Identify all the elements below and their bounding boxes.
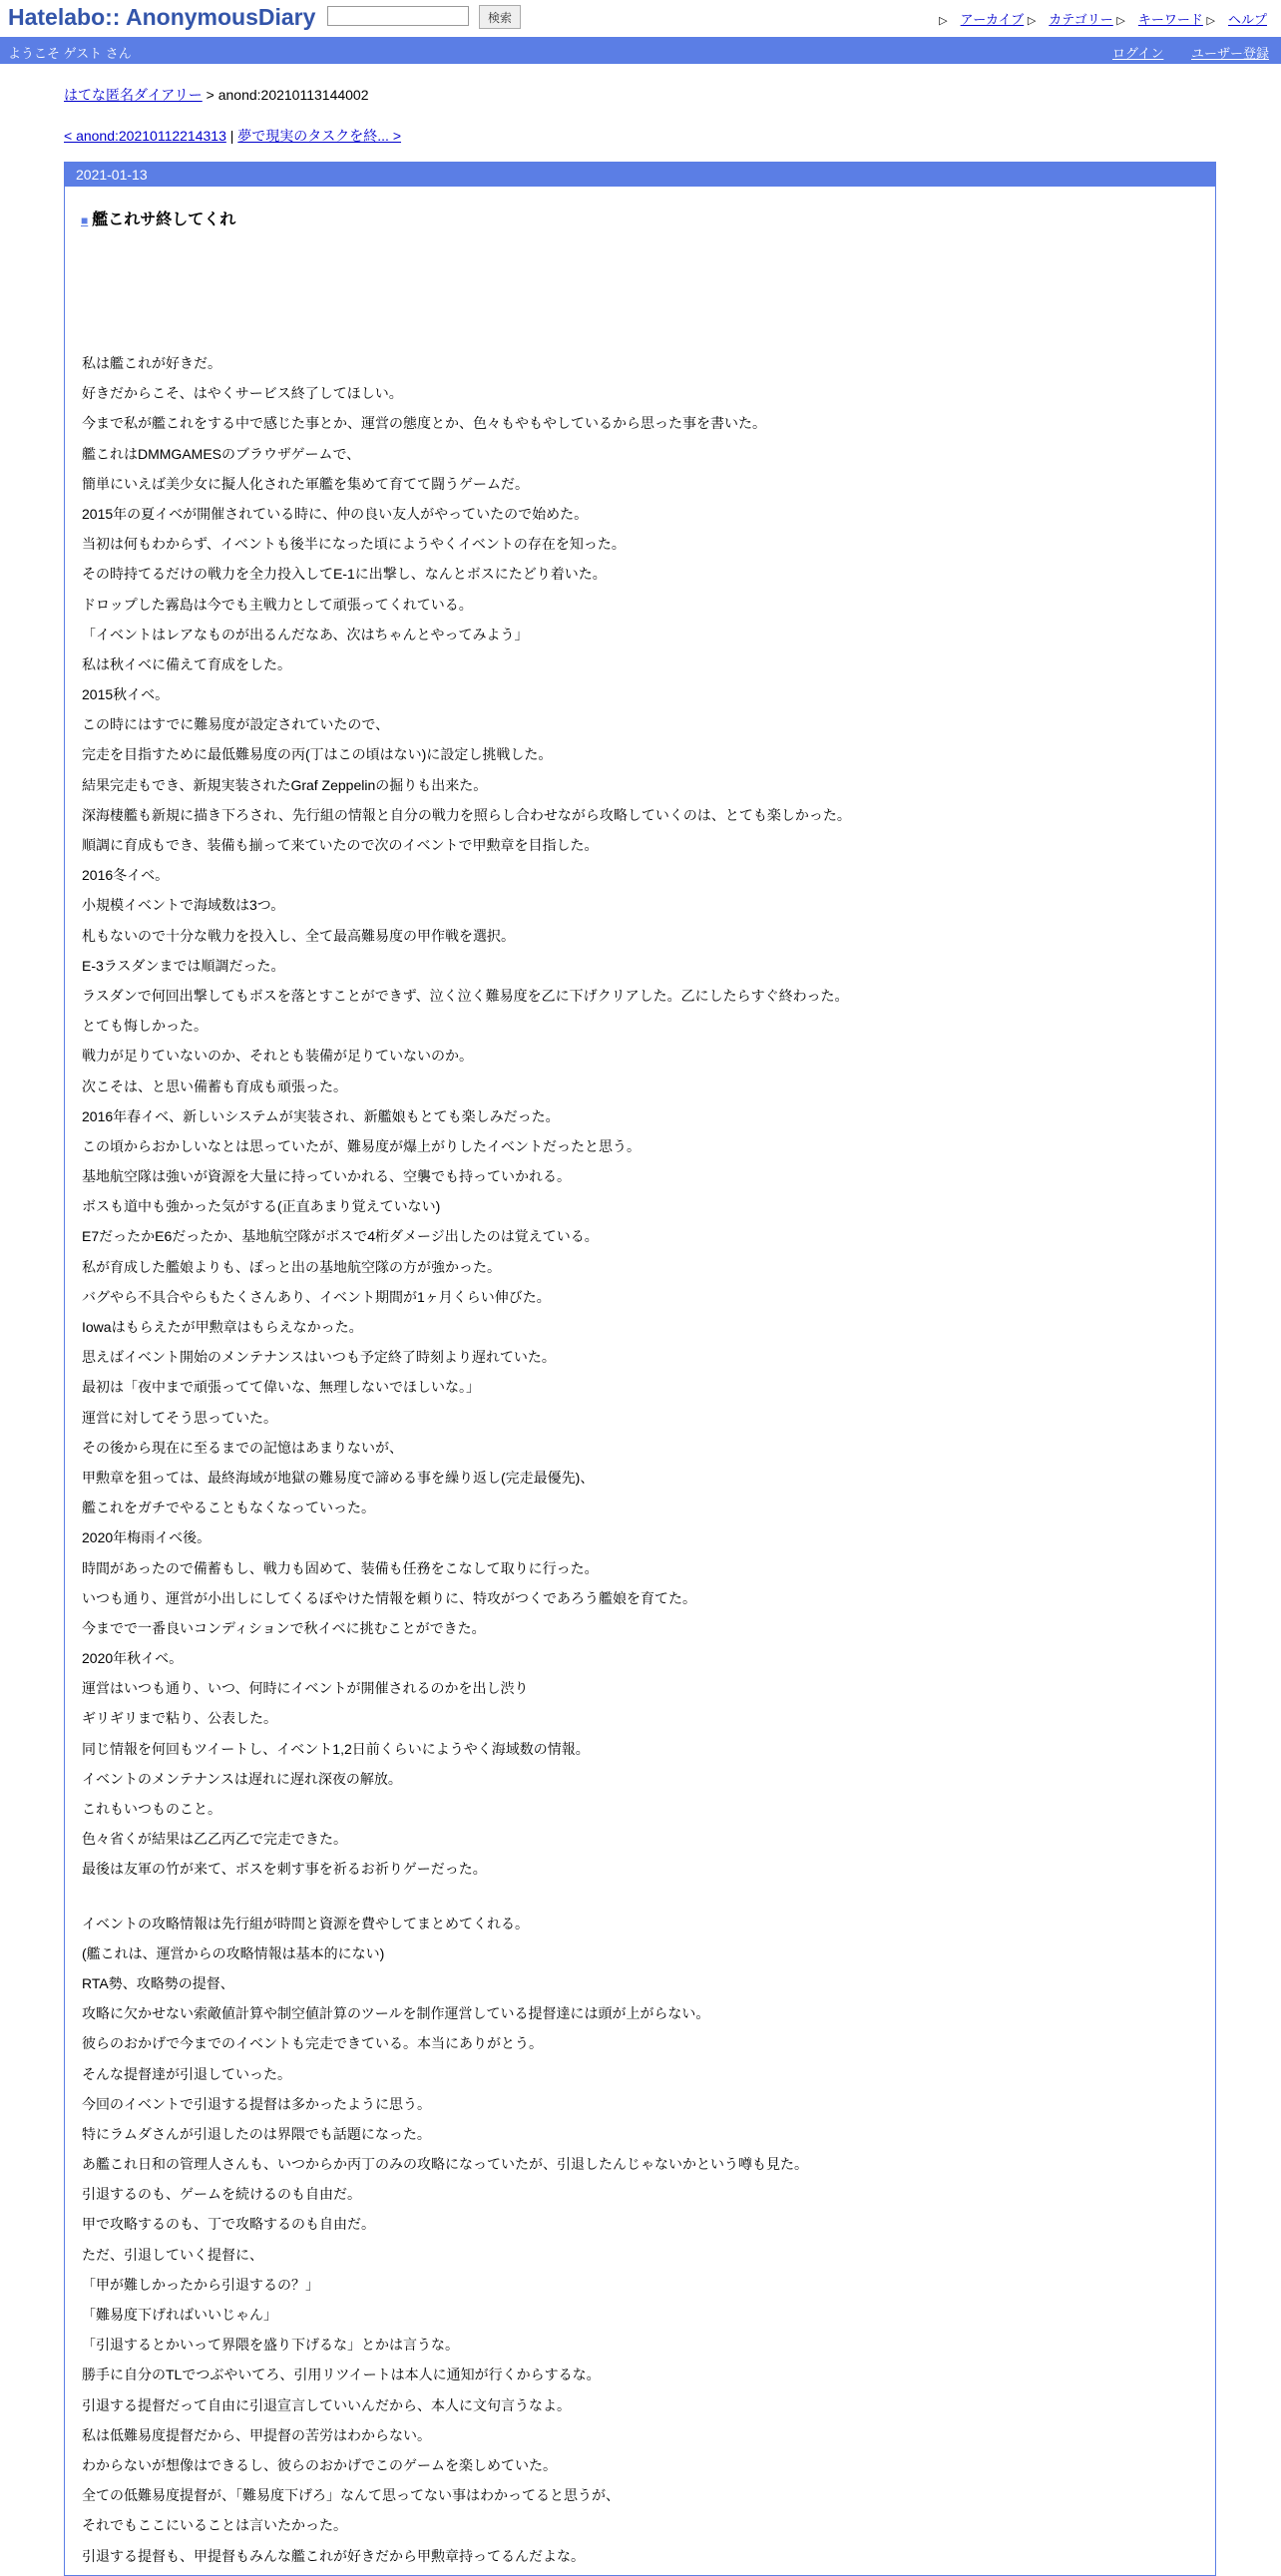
- keyword-link[interactable]: キーワード: [1137, 12, 1203, 27]
- entry-paragraph: イベントのメンテナンスは遅れに遅れ深夜の解放。: [82, 1770, 402, 1787]
- paragraph-gap: [82, 1885, 1205, 1909]
- entry-paragraph: 「引退するとかいって界隈を盛り下げるな」とかは言うな。: [82, 2337, 459, 2354]
- entry-paragraph: 次こそは、と思い備蓄も育成も頑張った。: [82, 1077, 347, 1094]
- help-link[interactable]: ヘルプ: [1227, 12, 1267, 27]
- register-link[interactable]: ユーザー登録: [1190, 46, 1269, 61]
- chevron-right-icon: ▷: [1116, 15, 1125, 27]
- entry-paragraph: 甲で攻略するのも、丁で攻略するのも自由だ。: [82, 2216, 375, 2233]
- entry-date: 2021-01-13: [65, 163, 1215, 187]
- entry-paragraph: 勝手に自分のTLでつぶやいてろ、引用リツイートは本人に通知が行くからするな。: [82, 2366, 601, 2383]
- entry-paragraph: 2016年春イベ、新しいシステムが実装され、新艦娘もとても楽しみだった。: [82, 1107, 560, 1124]
- entry-paragraph: 引退するのも、ゲームを続けるのも自由だ。: [82, 2186, 361, 2203]
- entry-paragraph: 特にラムダさんが引退したのは界隈でも話題になった。: [82, 2125, 431, 2142]
- entry-title-text: 艦これサ終してくれ: [92, 212, 236, 228]
- entry-paragraph: 私は秋イベに備えて育成をした。: [82, 655, 291, 672]
- login-link[interactable]: ログイン: [1112, 46, 1164, 61]
- entry-pager: [64, 126, 401, 146]
- search-input[interactable]: [327, 6, 469, 26]
- entry-paragraph: 2020年秋イベ。: [82, 1650, 184, 1667]
- entry-paragraph: 艦これはDMMGAMESのブラウザゲームで、: [82, 445, 361, 462]
- entry-paragraph: バグやら不具合やらもたくさんあり、イベント期間が1ヶ月くらい伸びた。: [82, 1288, 551, 1305]
- entry-paragraph: わからないが想像はできるし、彼らのおかげでこのゲームを楽しめていた。: [82, 2456, 557, 2473]
- entry-paragraph: 運営に対してそう思っていた。: [82, 1409, 277, 1426]
- entry-paragraph: 2016冬イベ。: [82, 867, 170, 884]
- entry-paragraph: 結果完走もでき、新規実装されたGraf Zeppelinの掘りも出来た。: [82, 776, 488, 793]
- entry-paragraph: RTA勢、攻略勢の提督、: [82, 1974, 234, 1991]
- chevron-right-icon: ▷: [1206, 15, 1215, 27]
- entry-paragraph: ボスも道中も強かった気がする(正直あまり覚えていない): [82, 1198, 441, 1215]
- entry-paragraph: これもいつものこと。: [82, 1801, 221, 1817]
- entry-paragraph: 好きだからこそ、はやくサービス終了してほしい。: [82, 385, 403, 402]
- site-logo[interactable]: Hatelabo:: AnonymousDiary: [8, 4, 316, 30]
- entry-paragraph: その後から現在に至るまでの記憶はあまりないが、: [82, 1439, 403, 1456]
- entry-paragraph: 引退する提督だって自由に引退宣言していいんだから、本人に文句言うなよ。: [82, 2396, 571, 2413]
- chevron-right-icon: ▷: [1027, 15, 1037, 27]
- entry-paragraph: この時にはすでに難易度が設定されていたので、: [82, 716, 390, 733]
- entry-paragraph: 「イベントはレアなものが出るんだなあ、次はちゃんとやってみよう」: [82, 626, 529, 643]
- entry-paragraph: 2015秋イベ。: [82, 686, 170, 703]
- entry-paragraph: E7だったかE6だったか、基地航空隊がボスで4桁ダメージ出したのは覚えている。: [82, 1228, 599, 1245]
- diary-day-section: [64, 162, 1216, 2576]
- entry-paragraph: 彼らのおかげで今までのイベントも完走できている。本当にありがとう。: [82, 2035, 543, 2052]
- breadcrumb-current: anond:20210113144002: [217, 87, 369, 103]
- entry-paragraph: 攻略に欠かせない索敵値計算や制空値計算のツールを制作運営している提督達には頭が上がらない。: [82, 2005, 710, 2022]
- entry-paragraph: イベントの攻略情報は先行組が時間と資源を費やしてまとめてくれる。: [82, 1915, 529, 1932]
- entry-paragraph: 今までで一番良いコンディションで秋イベに挑むことができた。: [82, 1619, 486, 1636]
- entry-paragraph: Iowaはもらえたが甲勲章はもらえなかった。: [82, 1319, 363, 1335]
- entry-paragraph: 甲勲章を狙っては、最終海域が地獄の難易度で諦める事を繰り返し(完走最優先)、: [82, 1469, 595, 1486]
- entry-paragraph: 今まで私が艦これをする中で感じた事とか、運営の態度とか、色々もやもやしているから思った事を書いた。: [82, 415, 766, 432]
- search-button[interactable]: 検索: [479, 5, 521, 29]
- entry-paragraph: とても悔しかった。: [82, 1018, 208, 1035]
- entry-paragraph: 思えばイベント開始のメンテナンスはいつも予定終了時刻より遅れていた。: [82, 1349, 556, 1366]
- header-links: [939, 9, 1267, 28]
- breadcrumb-separator: >: [206, 87, 214, 103]
- entry-paragraph: 運営はいつも通り、いつ、何時にイベントが開催されるのかを出し渋り: [82, 1680, 529, 1697]
- account-links: [1088, 43, 1269, 62]
- entry-paragraph: いつも通り、運営が小出しにしてくるぼやけた情報を頼りに、特攻がつくであろう艦娘を育てた。: [82, 1589, 696, 1606]
- entry-paragraph: 当初は何もわからず、イベントも後半になった頃にようやくイベントの存在を知った。: [82, 536, 626, 553]
- entry-paragraph: 私が育成した艦娘よりも、ぽっと出の基地航空隊の方が強かった。: [82, 1258, 501, 1275]
- entry-paragraph: 深海棲艦も新規に描き下ろされ、先行組の情報と自分の戦力を照らし合わせながら攻略していくのは、とても楽しかった。: [82, 806, 851, 823]
- entry-paragraph: 戦力が足りていないのか、それとも装備が足りていないのか。: [82, 1048, 473, 1065]
- entry-paragraph: 順調に育成もでき、装備も揃って来ていたので次のイベントで甲勲章を目指した。: [82, 837, 599, 853]
- breadcrumb-home-link[interactable]: はてな匿名ダイアリー: [64, 87, 203, 103]
- archive-link[interactable]: アーカイブ: [960, 12, 1025, 27]
- entry-paragraph: ただ、引退していく提督に、: [82, 2246, 263, 2263]
- entry-permalink-icon[interactable]: ■: [81, 214, 89, 227]
- entry-paragraph: その時持てるだけの戦力を全力投入してE-1に出撃し、なんとボスにたどり着いた。: [82, 566, 607, 583]
- chevron-right-icon: ▷: [939, 15, 948, 27]
- entry-paragraph: 私は低難易度提督だから、甲提督の苦労はわからない。: [82, 2426, 431, 2443]
- entry-paragraph: ドロップした霧島は今でも主戦力として頑張ってくれている。: [82, 596, 473, 613]
- entry-title: [81, 207, 235, 229]
- entry-paragraph: 「難易度下げればいいじゃん」: [82, 2307, 277, 2323]
- category-link[interactable]: カテゴリー: [1049, 12, 1113, 27]
- user-bar: [0, 37, 1281, 64]
- entry-paragraph: 艦これをガチでやることもなくなっていった。: [82, 1500, 375, 1516]
- entry-paragraph: 同じ情報を何回もツイートし、イベント1,2日前くらいにようやく海域数の情報。: [82, 1740, 590, 1757]
- entry-paragraph: 最初は「夜中まで頑張ってて偉いな、無理しないでほしいな。」: [82, 1379, 480, 1396]
- top-header: [0, 0, 1281, 37]
- entry-paragraph: ギリギリまで粘り、公表した。: [82, 1710, 277, 1727]
- entry-body: [82, 348, 1205, 2571]
- entry-paragraph: 色々省くが結果は乙乙丙乙で完走できた。: [82, 1831, 347, 1848]
- entry-paragraph: 札もないので十分な戦力を投入し、全て最高難易度の甲作戦を選択。: [82, 927, 515, 944]
- entry-paragraph: 基地航空隊は強いが資源を大量に持っていかれる、空襲でも持っていかれる。: [82, 1168, 571, 1185]
- prev-entry-link[interactable]: < anond:20210112214313: [64, 128, 226, 144]
- next-entry-link[interactable]: 夢で現実のタスクを終... >: [237, 128, 402, 144]
- entry-paragraph: この頃からおかしいなとは思っていたが、難易度が爆上がりしたイベントだったと思う。: [82, 1137, 640, 1154]
- entry-paragraph: 今回のイベントで引退する提督は多かったように思う。: [82, 2095, 431, 2112]
- entry-paragraph: そんな提督達が引退していった。: [82, 2065, 291, 2082]
- entry-paragraph: 時間があったので備蓄もし、戦力も固めて、装備も任務をこなして取りに行った。: [82, 1559, 599, 1576]
- breadcrumb: [64, 85, 369, 105]
- entry-paragraph: 完走を目指すために最低難易度の丙(丁はこの頃はない)に設定し挑戦した。: [82, 746, 553, 763]
- entry-paragraph: 小規模イベントで海域数は3つ。: [82, 897, 285, 914]
- entry-paragraph: (艦これは、運営からの攻略情報は基本的にない): [82, 1944, 385, 1961]
- entry-paragraph: 私は艦これが好きだ。: [82, 355, 221, 371]
- entry-paragraph: E-3ラスダンまでは順調だった。: [82, 957, 285, 974]
- pager-divider: |: [229, 128, 234, 144]
- entry-paragraph: 引退する提督も、甲提督もみんな艦これが好きだから甲勲章持ってるんだよな。: [82, 2547, 585, 2564]
- entry-paragraph: あ艦これ日和の管理人さんも、いつからか丙丁のみの攻略になっていたが、引退したんじゃないかという噂も見た。: [82, 2156, 808, 2173]
- entry-paragraph: ラスダンで何回出撃してもボスを落とすことができず、泣く泣く難易度を乙に下げクリアした。乙にしたらすぐ終わった。: [82, 987, 849, 1004]
- entry-paragraph: 2020年梅雨イベ後。: [82, 1529, 212, 1546]
- welcome-text: ようこそ ゲスト さん: [8, 46, 132, 61]
- entry-paragraph: 最後は友軍の竹が来て、ボスを刺す事を祈るお祈りゲーだった。: [82, 1861, 487, 1878]
- entry-paragraph: 2015年の夏イベが開催されている時に、仲の良い友人がやっていたので始めた。: [82, 505, 589, 522]
- entry-paragraph: それでもここにいることは言いたかった。: [82, 2517, 347, 2534]
- entry-paragraph: 全ての低難易度提督が、「難易度下げろ」なんて思ってない事はわかってると思うが、: [82, 2487, 620, 2504]
- entry-paragraph: 簡単にいえば美少女に擬人化された軍艦を集めて育てて闘うゲームだ。: [82, 475, 529, 492]
- entry-paragraph: 「甲が難しかったから引退するの？」: [82, 2276, 319, 2293]
